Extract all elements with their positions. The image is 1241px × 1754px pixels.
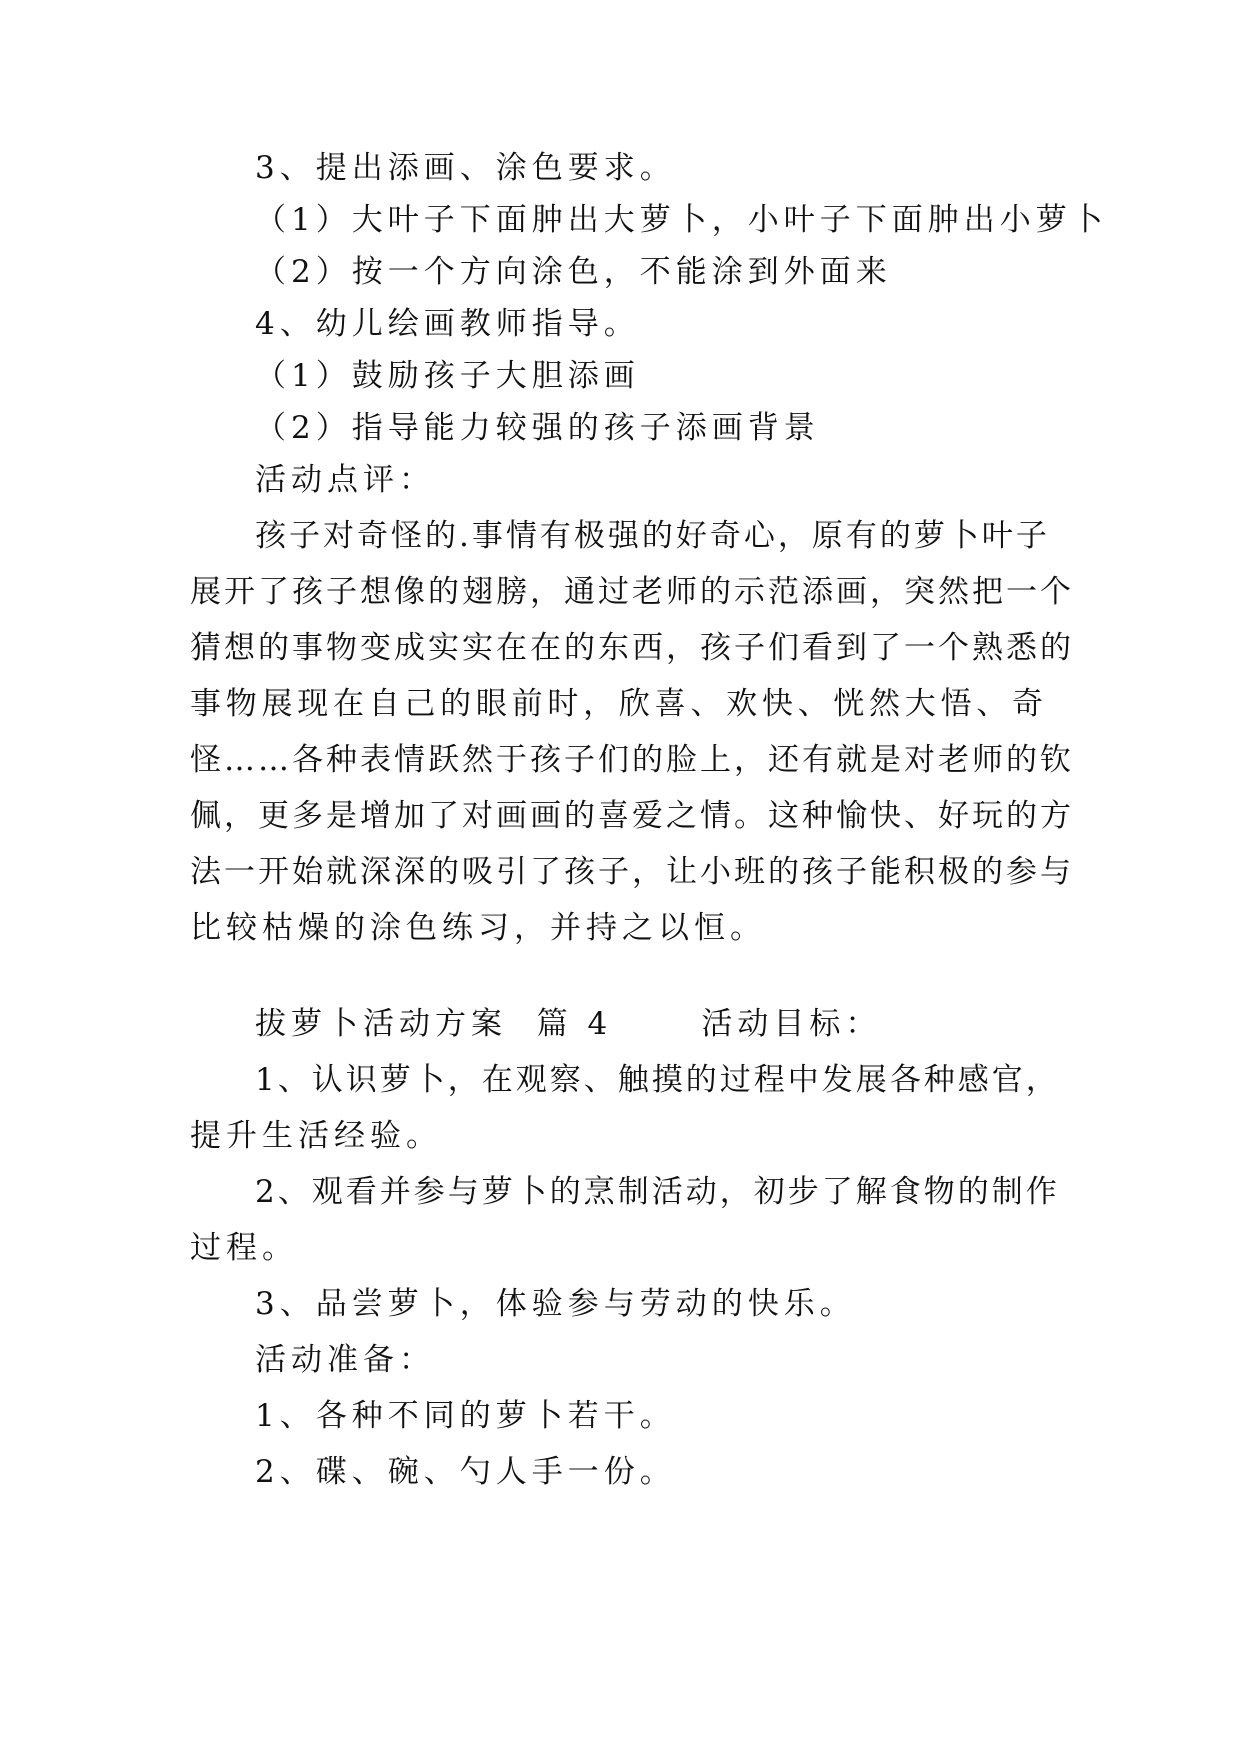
text-line: 2、观看并参与萝卜的烹制活动，初步了解食物的制作	[255, 1174, 1060, 1210]
text-line: 2、碟、碗、勺人手一份。	[255, 1454, 676, 1490]
text-line: 猜想的事物变成实实在在的东西，孩子们看到了一个熟悉的	[190, 630, 1074, 666]
text-line: 怪……各种表情跃然于孩子们的脸上，还有就是对老师的钦	[190, 742, 1074, 778]
text-line: （1）鼓励孩子大胆添画	[255, 358, 640, 394]
text-line: （1）大叶子下面肿出大萝卜，小叶子下面肿出小萝卜	[255, 202, 1108, 238]
text-line: 4、幼儿绘画教师指导。	[255, 306, 640, 342]
text-line: （2）指导能力较强的孩子添画背景	[255, 410, 820, 446]
text-line: 3、品尝萝卜，体验参与劳动的快乐。	[255, 1286, 856, 1322]
text-line: 事物展现在自己的眼前时，欣喜、欢快、恍然大悟、奇	[190, 686, 1046, 722]
text-line: 比较枯燥的涂色练习，并持之以恒。	[190, 910, 766, 946]
text-line: 过程。	[190, 1230, 298, 1266]
text-line: （2）按一个方向涂色，不能涂到外面来	[255, 254, 892, 290]
text-line: 孩子对奇怪的.事情有极强的好奇心，原有的萝卜叶子	[255, 518, 1050, 554]
text-line: 展开了孩子想像的翅膀，通过老师的示范添画，突然把一个	[190, 574, 1074, 610]
text-line: 佩，更多是增加了对画画的喜爱之情。这种愉快、好玩的方	[190, 798, 1074, 834]
text-line: 提升生活经验。	[190, 1118, 442, 1154]
section-heading: 活动点评：	[255, 462, 435, 498]
text-line: 3、提出添画、涂色要求。	[255, 150, 676, 186]
section-heading: 拔萝卜活动方案 篇 4 活动目标：	[255, 1006, 882, 1042]
text-line: 1、各种不同的萝卜若干。	[255, 1398, 676, 1434]
text-line: 法一开始就深深的吸引了孩子，让小班的孩子能积极的参与	[190, 854, 1074, 890]
section-heading: 活动准备：	[255, 1342, 435, 1378]
text-line: 1、认识萝卜，在观察、触摸的过程中发展各种感官，	[255, 1062, 1060, 1098]
